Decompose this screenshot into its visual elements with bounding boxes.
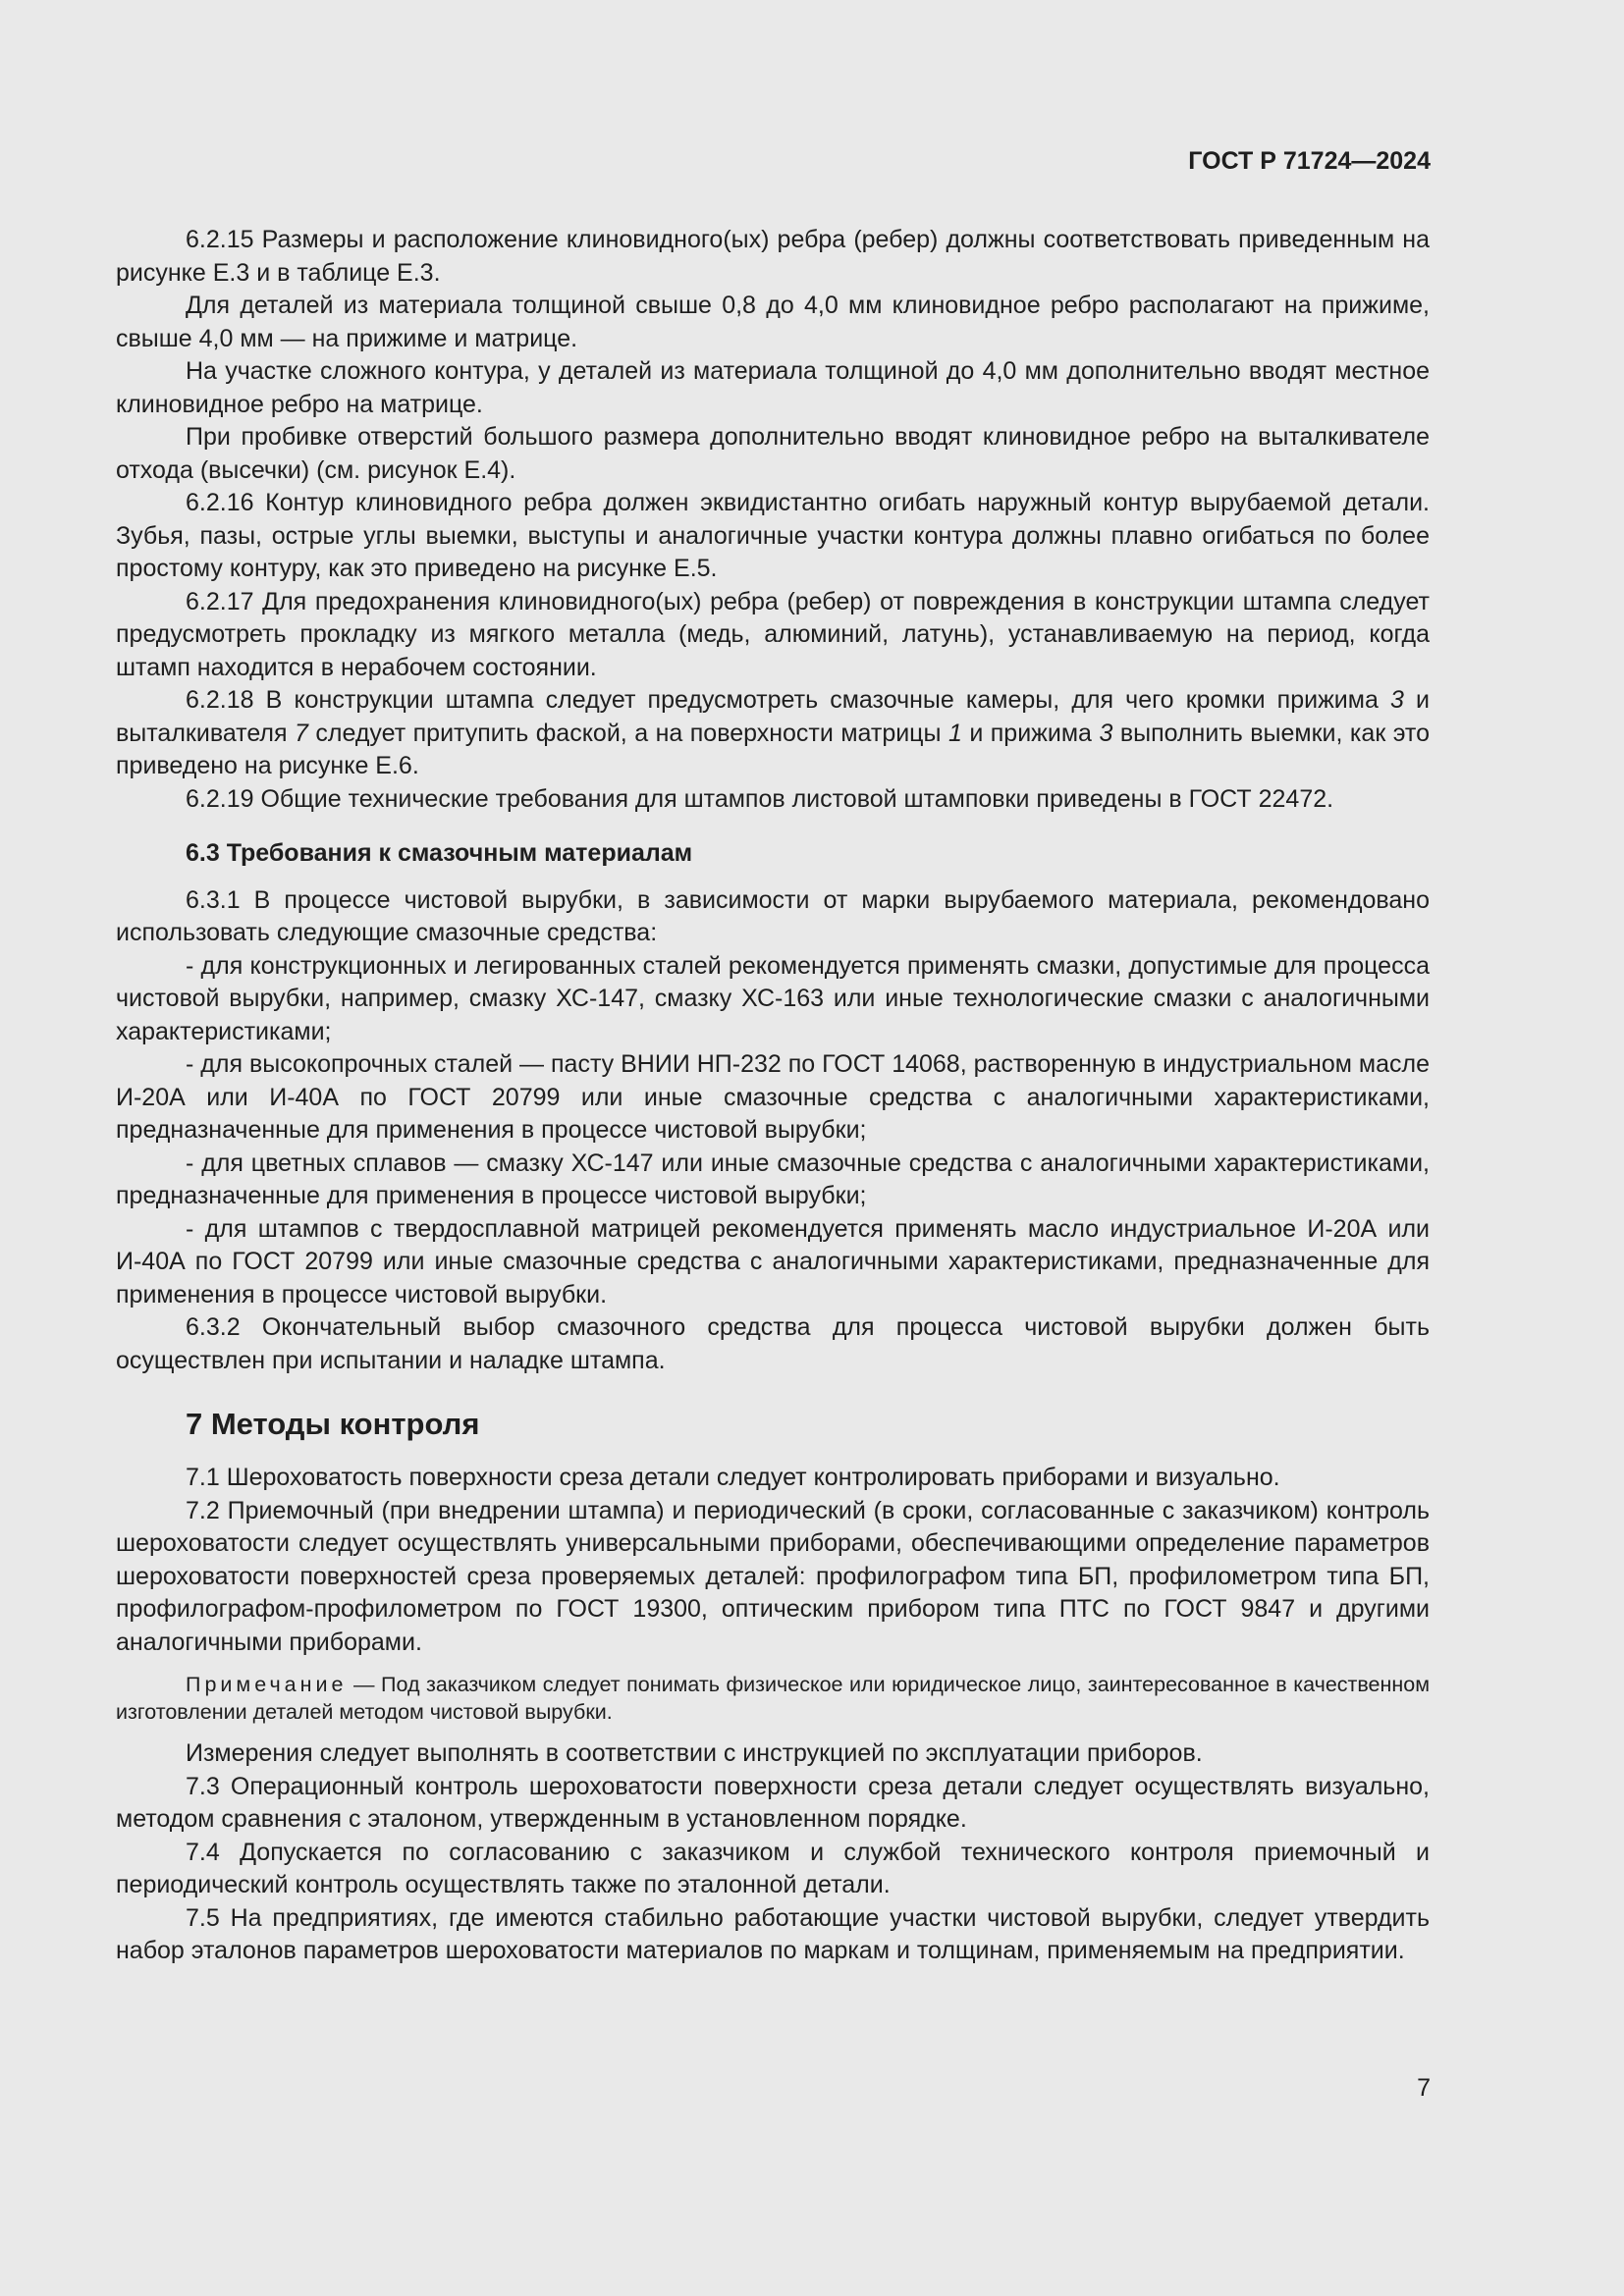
italic-ref: 1 [947, 719, 962, 747]
note [116, 1671, 1430, 1726]
paragraph: При пробивке отверстий большого размера дополнительно вводят клиновидное ребро на выталкивателе отхода (высечки) (см. рисунок Е.4). [116, 423, 1430, 484]
paragraph-7-4: 7.4 Допускается по согласованию с заказчиком и службой технического контроля приемочный и периодический контроль осуществлять также по эталонной детали. [116, 1838, 1430, 1898]
section-heading-6-3: 6.3 Требования к смазочным материалам [186, 839, 693, 867]
list-item: - для штампов с твердосплавной матрицей рекомендуется применять масло индустриальное И-20А или И-40А по ГОСТ 20799 или иные смазочные средства с аналогичными характеристиками, предназначенные для применения в процессе чистовой вырубки. [116, 1214, 1430, 1308]
paragraph-7-5: 7.5 На предприятиях, где имеются стабильно работающие участки чистовой вырубки, следует утвердить набор эталонов параметров шероховатости материалов по маркам и толщинам, применяемым на предприятии. [116, 1903, 1430, 1964]
note-label: Примечание [186, 1673, 348, 1696]
paragraph-6-2-16: 6.2.16 Контур клиновидного ребра должен эквидистантно огибать наружный контур вырубаемой детали. Зубья, пазы, острые углы выемки, выступы и аналогичные участки контура должны плавно огибаться по более простому контуру, как это приведено на рисунке Е.5. [116, 489, 1430, 582]
page-number: 7 [1417, 2074, 1431, 2102]
paragraph-7-1: 7.1 Шероховатость поверхности среза детали следует контролировать приборами и визуально. [186, 1464, 1280, 1491]
document-id-header: ГОСТ Р 71724—2024 [1188, 147, 1431, 175]
note-dash: — [347, 1673, 382, 1696]
note-text: Под заказчиком следует понимать физическое или юридическое лицо, заинтересованное в качественном изготовлении деталей методом чистовой вырубки. [116, 1673, 1430, 1724]
chapter-heading-7: 7 Методы контроля [186, 1407, 480, 1441]
paragraph: На участке сложного контура, у деталей из материала толщиной до 4,0 мм дополнительно вводят местное клиновидное ребро на матрице. [116, 357, 1430, 418]
text-run: и прижима [961, 719, 1100, 747]
paragraph-6-2-15: 6.2.15 Размеры и расположение клиновидного(ых) ребра (ребер) должны соответствовать приведенным на рисунке Е.3 и в таблице Е.3. [116, 226, 1430, 287]
paragraph-7-3: 7.3 Операционный контроль шероховатости поверхности среза детали следует осуществлять визуально, методом сравнения с эталоном, утвержденным в установленном порядке. [116, 1772, 1430, 1833]
paragraph: Для деталей из материала толщиной свыше 0,8 до 4,0 мм клиновидное ребро располагают на прижиме, свыше 4,0 мм — на прижиме и матрице. [116, 292, 1430, 352]
paragraph-6-3-1: 6.3.1 В процессе чистовой вырубки, в зависимости от марки вырубаемого материала, рекомендовано использовать следующие смазочные средства: [116, 885, 1430, 946]
paragraph-6-2-17: 6.2.17 Для предохранения клиновидного(ых) ребра (ребер) от повреждения в конструкции штампа следует предусмотреть прокладку из мягкого металла (медь, алюминий, латунь), устанавливаемую на период, когда штамп находится в нерабочем состоянии. [116, 587, 1430, 681]
paragraph-6-3-2: 6.3.2 Окончательный выбор смазочного средства для процесса чистовой вырубки должен быть осуществлен при испытании и наладке штампа. [116, 1313, 1430, 1374]
paragraph-6-2-18 [116, 684, 1430, 783]
italic-ref: 3 [1389, 686, 1404, 714]
list-item: - для конструкционных и легированных сталей рекомендуется применять смазки, допустимые для процесса чистовой вырубки, например, смазку ХС-147, смазку ХС-163 или иные технологические смазки с аналогичными характеристиками; [116, 951, 1430, 1045]
text-run: 6.2.18 В конструкции штампа следует предусмотреть смазочные камеры, для чего кромки прижима [186, 686, 1390, 714]
document-body [116, 224, 1430, 1968]
italic-ref: 7 [295, 719, 308, 747]
italic-ref: 3 [1099, 719, 1113, 747]
list-item: - для высокопрочных сталей — пасту ВНИИ НП-232 по ГОСТ 14068, растворенную в индустриальном масле И-20А или И-40А по ГОСТ 20799 или иные смазочные средства с аналогичными характеристиками, предназначенные для применения в процессе чистовой вырубки; [116, 1050, 1430, 1144]
text-run: и выталкивателя [116, 686, 1430, 747]
paragraph-7-2: 7.2 Приемочный (при внедрении штампа) и периодический (в сроки, согласованные с заказчиком) контроль шероховатости следует осуществлять универсальными приборами, обеспечивающими определение параметров шероховатости поверхностей среза проверяемых деталей: профилографом типа БП, профилометром типа БП, профилографом-профилометром по ГОСТ 19300, оптическим прибором типа ПТС по ГОСТ 9847 и другими аналогичными приборами. [116, 1496, 1430, 1656]
paragraph: Измерения следует выполнять в соответствии с инструкцией по эксплуатации приборов. [186, 1739, 1203, 1767]
list-item: - для цветных сплавов — смазку ХС-147 или иные смазочные средства с аналогичными характеристиками, предназначенные для применения в процессе чистовой вырубки; [116, 1148, 1430, 1209]
text-run: выполнить выемки, как это приведено на рисунке Е.6. [116, 719, 1431, 779]
paragraph-6-2-19: 6.2.19 Общие технические требования для штампов листовой штамповки приведены в ГОСТ 22472. [186, 784, 1334, 813]
text-run: следует притупить фаской, а на поверхности матрицы [307, 719, 948, 747]
